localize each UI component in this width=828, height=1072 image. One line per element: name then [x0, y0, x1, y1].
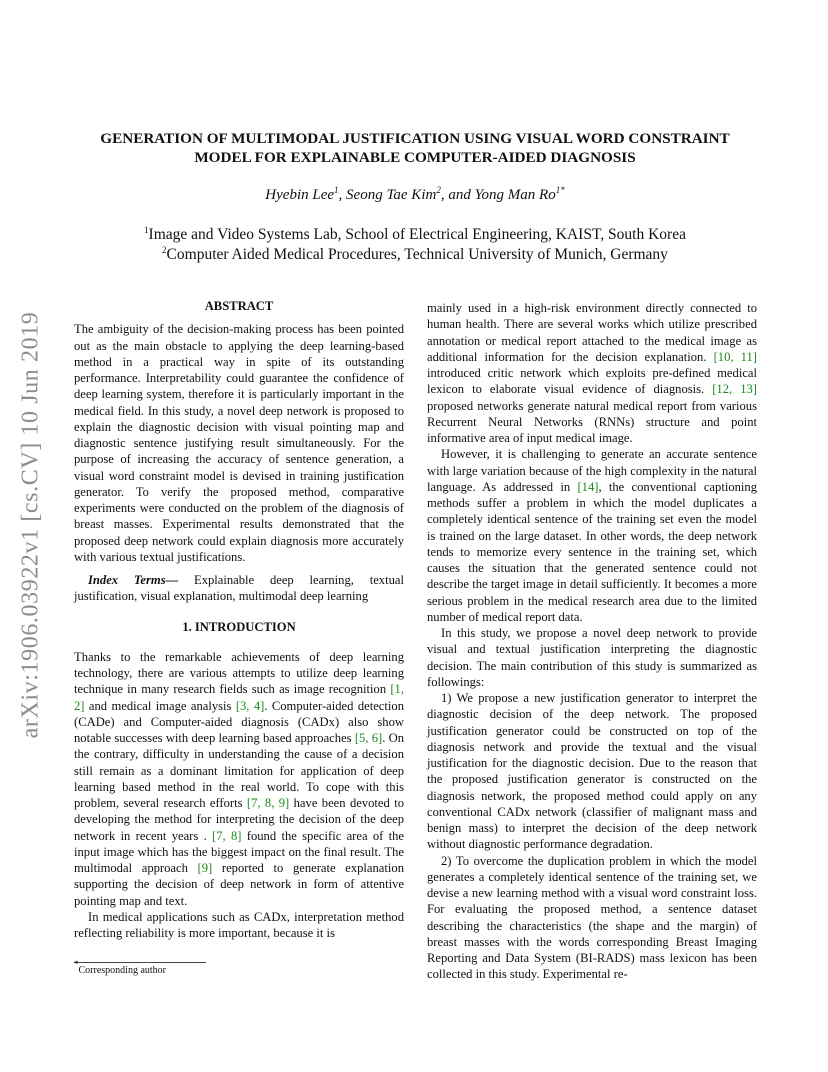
intro-paragraph-1	[74, 649, 404, 909]
affiliation-1-text: Image and Video Systems Lab, School of Electrical Engineering, KAIST, South Korea	[148, 226, 686, 243]
citation-link[interactable]: [5, 6]	[354, 731, 383, 745]
index-terms	[74, 572, 404, 605]
citation-link[interactable]: [7, 8]	[212, 828, 242, 843]
right-p2-text-2: , the conventional captioning methods suffer a problem in which the model duplicates a completely identical sentence of the training set even the model is trained on the large dataset. In other words, the deep network tends to memorize every sentence in the training set, which causes the situation that the generated sentence could not describe the target image in detail sufficiently. It becomes a more serious problem in the medical research area due to the limited number of medical report data.	[427, 479, 757, 624]
right-paragraph-3: In this study, we propose a novel deep network to provide visual and textual justification interpreting the diagnostic decision. The main contribution of this study is summarized as followings:	[427, 626, 757, 689]
author-1: Hyebin Lee	[265, 187, 335, 203]
author-3-sup: 1*	[555, 185, 565, 195]
footnote-rule	[74, 962, 206, 963]
affiliations	[60, 225, 770, 265]
intro-p1-text-3: . Computer-aided detection (CADe) and Computer-aided diagnosis (CADx) also show notable successes with deep learning based approaches	[74, 698, 404, 745]
footnote-text: Corresponding author	[78, 965, 166, 976]
author-3: , and Yong Man Ro	[440, 187, 556, 203]
citation-link[interactable]: [7, 8, 9]	[246, 796, 290, 810]
intro-p1-text-7: reported to generate explanation supporting the decision of deep network in form of attentive pointing map and text.	[74, 861, 404, 908]
index-terms-label: Index Terms—	[88, 573, 179, 587]
author-1-sup: 1	[334, 185, 339, 195]
arxiv-stamp-text: arXiv:1906.03922v1 [cs.CV] 10 Jun 2019	[17, 311, 44, 739]
title-line-2: MODEL FOR EXPLAINABLE COMPUTER-AIDED DIAGNOSIS	[194, 149, 636, 166]
citation-link[interactable]: [14]	[577, 479, 599, 494]
paper-title	[60, 129, 770, 167]
abstract-text: The ambiguity of the decision-making process has been pointed out as the main obstacle to applying the deep learning-based method in a practical way in spite of its outstanding performance. Interpretability could guarantee the confidence of deep learning system, therefore it is particularly important in the medical field. In this study, a novel deep network is proposed to explain the diagnostic decision with visual pointing map and diagnostic sentence justifying result simultaneously. For the purpose of increasing the accuracy of sentence generation, a visual word constraint model is devised in training justification generator. To verify the proposed method, comparative experiments were conducted on the problem of the diagnosis of breast masses. Experimental results demonstrated that the proposed deep network could explain diagnosis more accurately with various textual justifications.	[74, 322, 404, 564]
footnote	[74, 959, 404, 977]
intro-paragraph-2: In medical applications such as CADx, interpretation method reflecting reliability is more important, because it is	[74, 909, 404, 940]
left-column	[74, 298, 404, 941]
right-column	[427, 300, 757, 983]
arxiv-stamp	[11, 290, 51, 760]
index-terms-text: Explainable deep learning, textual justification, visual explanation, multimodal deep learning	[74, 573, 404, 604]
citation-link[interactable]: [12, 13]	[712, 382, 757, 397]
citation-link[interactable]: [1, 2]	[74, 682, 404, 713]
right-paragraph-5: 2) To overcome the duplication problem in which the model generates a completely identical sentence of the training set, we devise a new learning method with a visual word constraint loss. For evaluating the proposed method, a sentence dataset describing the characteristics (the shape and the margin) of breast masses with the words corresponding Breast Imaging Reporting and Data System (BI-RADS) mass lexicon has been collected in this study. Experimental re-	[427, 853, 757, 982]
affiliation-2-text: Computer Aided Medical Procedures, Technical University of Munich, Germany	[166, 246, 668, 263]
right-p2-text-1: However, it is challenging to generate an accurate sentence with large variation because of the high complexity in the natural language. As addressed in	[427, 447, 757, 494]
author-2-sup: 2	[436, 185, 441, 195]
intro-p1-text-1: Thanks to the remarkable achievements of deep learning technology, there are various attempts to utilize deep learning technique in many research fields such as image recognition	[74, 649, 404, 697]
intro-p1-text-5: have been devoted to developing the method for interpreting the decision of the deep network in recent years .	[74, 796, 404, 843]
right-p1-text-1: mainly used in a high-risk environment directly connected to human health. There are several works which utilize prescribed annotation or medical report attached to the medical image as additional information for the decision explanation.	[427, 301, 757, 364]
affiliation-1	[60, 225, 770, 245]
affiliation-1-sup: 1	[144, 225, 149, 235]
citation-link[interactable]: [10, 11]	[713, 349, 758, 364]
abstract-heading: ABSTRACT	[204, 299, 274, 313]
right-p1-text-2: introduced critic network which exploits pre-defined medical lexicon to elaborate visual evidence of diagnosis.	[427, 366, 757, 397]
intro-p1-text-6: found the specific area of the input image which has the biggest impact on the final result. The multimodal approach	[74, 828, 405, 875]
right-p1-text-3: proposed networks generate natural medical report from various Recurrent Neural Networks (RNNs) structure and point informative area of input medical image.	[427, 398, 757, 445]
title-line-1: GENERATION OF MULTIMODAL JUSTIFICATION USING VISUAL WORD CONSTRAINT	[100, 130, 730, 147]
right-paragraph-2	[427, 446, 757, 625]
intro-heading: 1. INTRODUCTION	[182, 619, 296, 634]
right-paragraph-4: 1) We propose a new justification generator to interpret the diagnostic decision of the deep network. The proposed justification generator could be constructed on top of the diagnosis network and provide the textual and the visual justification for the diagnostic decision. Due to the reason that the proposed justification generator is constructed on the diagnosis network, the proposed method could apply on any conventional CADx network (classifier of malignant mass and benign mass) to interpret the decision of the deep network without diagnostic performance degradation.	[427, 691, 757, 852]
author-list	[60, 185, 770, 205]
affiliation-2	[60, 245, 770, 265]
footnote-mark: *	[74, 959, 79, 969]
intro-p1-text-4: . On the contrary, difficulty in understanding the cause of a decision still remain as a dominant limitation for application of deep learning based method in the real world. To cope with this problem, several research efforts	[74, 731, 404, 810]
citation-link[interactable]: [9]	[197, 861, 213, 875]
affiliation-2-sup: 2	[162, 245, 167, 255]
author-2: , Seong Tae Kim	[338, 187, 437, 203]
right-paragraph-1	[427, 300, 757, 446]
citation-link[interactable]: [3, 4]	[235, 698, 265, 713]
intro-p1-text-2: and medical image analysis	[84, 698, 236, 713]
